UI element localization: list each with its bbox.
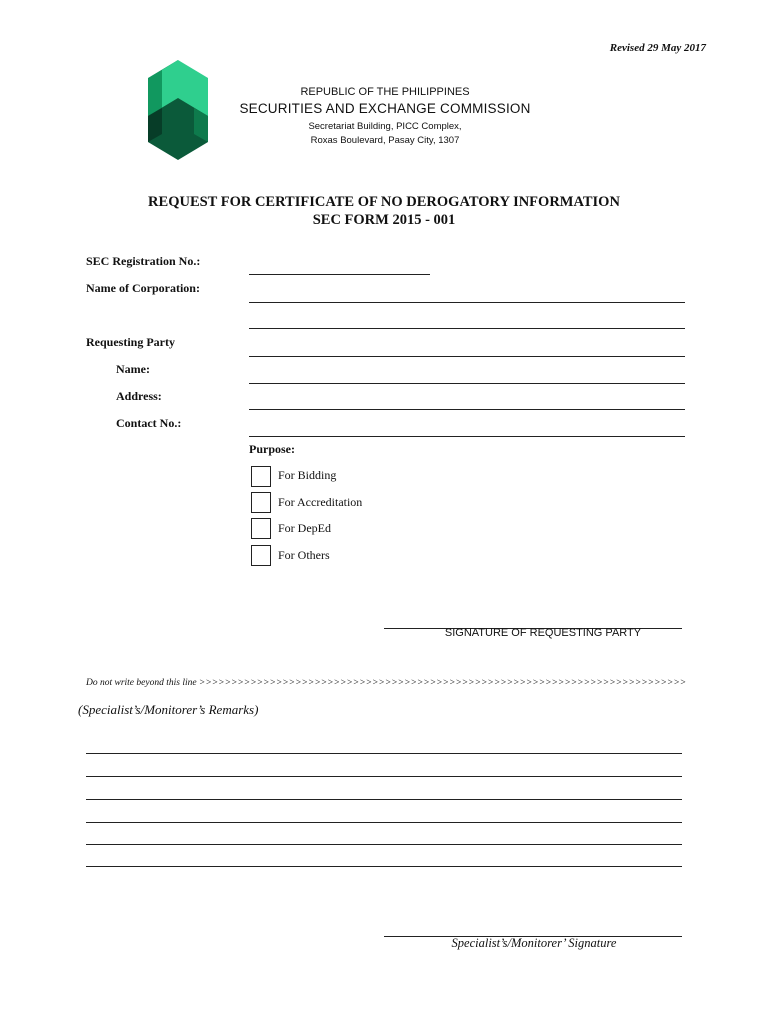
contact-label: Contact No.:: [116, 416, 182, 430]
bidding-checkbox[interactable]: [251, 466, 271, 487]
deped-checkbox[interactable]: [251, 518, 271, 539]
address-field[interactable]: [249, 409, 685, 410]
form-number: SEC FORM 2015 - 001: [312, 212, 456, 228]
requesting-party-signature-caption: SIGNATURE OF REQUESTING PARTY: [444, 627, 642, 639]
accreditation-checkbox[interactable]: [251, 492, 271, 513]
contact-field[interactable]: [249, 436, 685, 437]
others-option-label: For Others: [278, 548, 330, 562]
corporation-label: Name of Corporation:: [86, 281, 200, 295]
corporation-field-line2[interactable]: [249, 328, 685, 329]
remarks-line[interactable]: [86, 822, 682, 823]
deped-option-label: For DepEd: [278, 521, 331, 535]
sec-registration-label: SEC Registration No.:: [86, 254, 201, 268]
agency-address-line1: Secretariat Building, PICC Complex,: [308, 121, 462, 132]
remarks-line[interactable]: [86, 776, 682, 777]
others-checkbox[interactable]: [251, 545, 271, 566]
address-label: Address:: [116, 389, 162, 403]
form-title: REQUEST FOR CERTIFICATE OF NO DEROGATORY INFORMATION: [148, 194, 620, 210]
name-field[interactable]: [249, 383, 685, 384]
purpose-label: Purpose:: [249, 442, 295, 456]
agency-name: SECURITIES AND EXCHANGE COMMISSION: [239, 101, 531, 116]
remarks-line[interactable]: [86, 866, 682, 867]
bidding-option-label: For Bidding: [278, 468, 337, 482]
remarks-label: (Specialist’s/Monitorer’s Remarks): [78, 702, 259, 717]
remarks-line[interactable]: [86, 799, 682, 800]
accreditation-option-label: For Accreditation: [278, 495, 363, 509]
remarks-line[interactable]: [86, 753, 682, 754]
requesting-party-label: Requesting Party: [86, 335, 175, 349]
agency-address-line2: Roxas Boulevard, Pasay City, 1307: [310, 135, 460, 146]
requesting-party-field[interactable]: [249, 356, 685, 357]
corporation-field[interactable]: [249, 302, 685, 303]
do-not-write-notice: Do not write beyond this line >>>>>>>>>>>>>>>>>>>>>>>>>>>>>>>>>>>>>>>>>>>>>>>>>>>>>>>>>>>>>>>>>>>>>>>>>>>>: [86, 678, 687, 688]
sec-registration-field[interactable]: [249, 274, 430, 275]
republic-heading: REPUBLIC OF THE PHILIPPINES: [300, 86, 470, 98]
name-label: Name:: [116, 362, 150, 376]
specialist-signature-caption: Specialist’s/Monitorer’ Signature: [451, 936, 617, 950]
remarks-line[interactable]: [86, 844, 682, 845]
revision-date: Revised 29 May 2017: [609, 42, 706, 54]
